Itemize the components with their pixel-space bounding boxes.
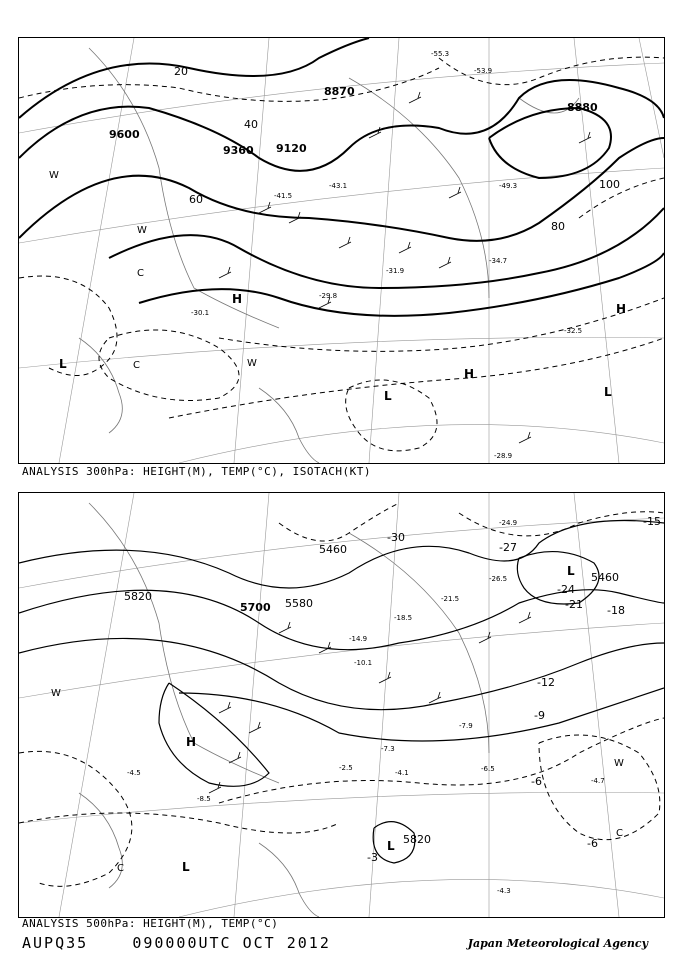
isotach-label: 80 (551, 220, 565, 233)
height-label: 9360 (223, 144, 254, 157)
low-center-symbol: L (182, 860, 190, 874)
cold-center-symbol: C (137, 268, 144, 279)
wind-barbs (219, 92, 591, 443)
isotherm-label: -9 (534, 709, 545, 722)
height-label: 5820 (403, 833, 431, 846)
warm-center-symbol: W (247, 358, 257, 369)
isotherm-labels (367, 515, 661, 864)
caption-500hpa: ANALYSIS 500hPa: HEIGHT(M), TEMP(°C) (22, 917, 279, 930)
map-panel-500hpa (18, 492, 665, 918)
temp-label: -31.9 (386, 267, 405, 275)
temp-label: -32.5 (564, 327, 583, 335)
temp-label: -28.9 (494, 452, 513, 460)
height-label: 8880 (567, 101, 598, 114)
map-300hpa (19, 38, 664, 463)
temp-label: -4.5 (127, 769, 141, 777)
isotherm-label: -6 (531, 775, 542, 788)
height-labels (109, 85, 598, 157)
temp-label: -7.9 (459, 722, 473, 730)
isotherm-label: -24 (557, 583, 575, 596)
temp-label: -14.9 (349, 635, 368, 643)
temp-label: -24.9 (499, 519, 518, 527)
temp-label: -41.5 (274, 192, 293, 200)
isotherm-label: -15 (643, 515, 661, 528)
warm-center-symbol: W (51, 688, 61, 699)
caption-300hpa: ANALYSIS 300hPa: HEIGHT(M), TEMP(°C), ISOTACH(KT) (22, 465, 372, 478)
isotherm-label: -21 (565, 598, 583, 611)
temp-label: -4.1 (395, 769, 409, 777)
low-center-symbol: L (387, 839, 395, 853)
agency-credit: Japan Meteorological Agency (467, 937, 648, 950)
high-center-symbol: H (186, 735, 197, 749)
temp-label: -21.5 (441, 595, 460, 603)
temp-label: -49.3 (499, 182, 518, 190)
high-center-symbol: H (232, 292, 243, 306)
isotach-label: 20 (174, 65, 188, 78)
isotherm-label: -12 (537, 676, 555, 689)
low-center-symbol: L (59, 357, 67, 371)
temp-label: -53.9 (474, 67, 493, 75)
temp-label: -26.5 (489, 575, 508, 583)
temp-label: -4.7 (591, 777, 605, 785)
isotherm-label: -30 (387, 531, 405, 544)
graticule (19, 493, 664, 917)
pressure-centers (49, 170, 626, 403)
low-center-symbol: L (567, 564, 575, 578)
height-label: 5820 (124, 590, 152, 603)
temp-label: -43.1 (329, 182, 348, 190)
isotherm-label: -6 (587, 837, 598, 850)
isotach-label: 40 (244, 118, 258, 131)
warm-center-symbol: W (137, 225, 147, 236)
warm-center-symbol: W (49, 170, 59, 181)
temp-label: -30.1 (191, 309, 210, 317)
valid-time: 090000UTC OCT 2012 (132, 934, 331, 952)
height-label: 9600 (109, 128, 140, 141)
high-center-symbol: H (616, 302, 627, 316)
temperature-labels (127, 519, 605, 895)
height-label: 5460 (319, 543, 347, 556)
isotherm-label: -18 (607, 604, 625, 617)
temp-label: -55.3 (431, 50, 450, 58)
temp-label: -34.7 (489, 257, 508, 265)
warm-center-symbol: W (614, 758, 624, 769)
height-label: 9120 (276, 142, 307, 155)
cold-center-symbol: C (133, 360, 140, 371)
cold-center-symbol: C (117, 863, 124, 874)
isotach-label: 100 (599, 178, 620, 191)
temp-label: -7.3 (381, 745, 395, 753)
map-500hpa (19, 493, 664, 917)
isotherm-label: -3 (367, 851, 378, 864)
chart-identifier (22, 934, 331, 952)
chart-code: AUPQ35 (22, 934, 89, 952)
height-label: 8870 (324, 85, 355, 98)
isotherm-label: -27 (499, 541, 517, 554)
height-label: 5460 (591, 571, 619, 584)
height-label: 5580 (285, 597, 313, 610)
temp-label: -29.8 (319, 292, 338, 300)
isotherms (19, 503, 664, 886)
cold-center-symbol: C (616, 828, 623, 839)
temp-label: -10.1 (354, 659, 373, 667)
coastlines (79, 503, 489, 917)
temp-label: -2.5 (339, 764, 353, 772)
temp-label: -8.5 (197, 795, 211, 803)
height-label: 5700 (240, 601, 271, 614)
temp-label: -18.5 (394, 614, 413, 622)
temp-label: -6.5 (481, 765, 495, 773)
low-center-symbol: L (384, 389, 392, 403)
isotach-label: 60 (189, 193, 203, 206)
map-panel-300hpa (18, 37, 665, 464)
high-center-symbol: H (464, 367, 475, 381)
temp-label: -4.3 (497, 887, 511, 895)
low-center-symbol: L (604, 385, 612, 399)
